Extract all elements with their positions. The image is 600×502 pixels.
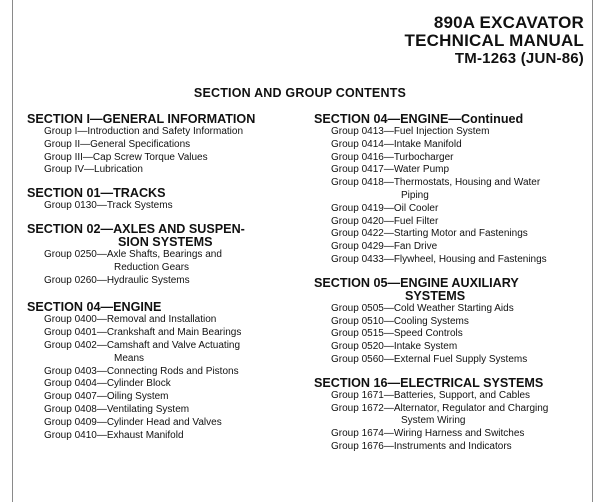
group-label: Group 0560—External Fuel Supply Systems [331,353,528,365]
group-label: Group 0515—Speed Controls [331,328,463,340]
group-label: Group 0416—Turbocharger [331,151,454,163]
group-entry [314,328,589,341]
group-entry [314,428,589,441]
group-entry [314,164,589,177]
group-label: Group 0414—Intake Manifold [331,138,462,150]
group-entry [314,316,589,329]
group-entry [314,354,589,367]
group-label: Group 0417—Water Pump [331,164,450,176]
group-entry [314,216,589,229]
manual-title-block [405,14,584,68]
contents-column-left [27,113,307,452]
group-entry [314,152,589,165]
section-title [314,277,589,303]
group-entry [27,391,307,404]
group-label: Group 0420—Fuel Filter [331,215,439,227]
group-entry [314,126,589,139]
section-entry [314,113,589,267]
section-title [314,377,589,390]
page-border-right [592,0,593,502]
group-label: Group 1672—Alternator, Regulator and Charging [331,402,549,414]
section-title-text: SECTION 05—ENGINE AUXILIARY [314,275,519,290]
group-entry [314,177,589,203]
group-entry [314,390,589,403]
manual-title-line-2: TECHNICAL MANUAL [404,31,584,50]
group-label: Group 0404—Cylinder Block [44,378,171,390]
group-label: Group I—Introduction and Safety Information [44,126,243,137]
section-entry [27,113,307,177]
group-label-continuation: Means [114,352,145,364]
group-label: Group 0260—Hydraulic Systems [44,274,190,286]
group-label: Group 0250—Axle Shafts, Bearings and [44,248,222,260]
group-label: Group II—General Specifications [44,138,191,150]
group-label: Group 0418—Thermostats, Housing and Water [331,177,541,189]
section-entry [27,301,307,442]
group-entry [27,404,307,417]
group-label: Group 0520—Intake System [331,341,458,353]
group-label: Group 1674—Wiring Harness and Switches [331,428,525,440]
section-entry [27,187,307,213]
group-label: Group 0505—Cold Weather Starting Aids [331,302,514,314]
manual-title-line-3: TM-1263 (JUN-86) [454,50,584,67]
group-label: Group 0433—Flywheel, Housing and Fastenings [331,253,547,265]
group-entry [314,403,589,429]
group-label-continuation: System Wiring [401,415,466,427]
group-entry [314,254,589,267]
section-title-continuation: SYSTEMS [405,288,466,303]
group-label: Group 0409—Cylinder Head and Valves [44,416,222,428]
group-label: Group 0407—Oiling System [44,391,169,403]
group-label: Group 1671—Batteries, Support, and Cables [331,389,531,401]
group-label: Group 0400—Removal and Installation [44,314,217,326]
group-entry [27,200,307,213]
group-entry [314,203,589,216]
section-title-text: SECTION 04—ENGINE—Continued [314,112,524,126]
group-label: Group 0402—Camshaft and Valve Actuating [44,339,241,351]
section-title-text: SECTION 16—ELECTRICAL SYSTEMS [314,375,544,390]
group-entry [314,441,589,454]
group-entry [27,314,307,327]
contents-heading: SECTION AND GROUP CONTENTS [193,86,407,100]
group-label: Group 0422—Starting Motor and Fastenings [331,228,528,240]
group-entry [314,139,589,152]
group-entry [27,378,307,391]
group-label: Group 0510—Cooling Systems [331,315,469,327]
group-entry [27,366,307,379]
section-title [27,223,307,249]
section-title-text: SECTION I—GENERAL INFORMATION [27,112,256,126]
group-entry [314,241,589,254]
group-entry [27,327,307,340]
group-label: Group IV—Lubrication [44,164,143,176]
group-label-continuation: Piping [401,189,429,201]
group-label: Group III—Cap Screw Torque Values [44,151,208,163]
section-title [27,187,307,200]
section-title-text: SECTION 01—TRACKS [27,186,166,201]
contents-column-right [314,113,589,464]
group-entry [27,417,307,430]
group-entry [27,249,307,275]
group-entry [27,139,307,152]
group-label: Group 0401—Crankshaft and Main Bearings [44,327,242,339]
group-entry [27,430,307,443]
group-label: Group 0419—Oil Cooler [331,202,439,214]
group-entry [27,164,307,177]
group-entry [27,152,307,165]
group-label: Group 1676—Instruments and Indicators [331,440,512,452]
group-entry [27,275,307,288]
group-label: Group 0413—Fuel Injection System [331,126,490,137]
section-entry [27,223,307,287]
group-label: Group 0130—Track Systems [44,200,173,212]
group-label: Group 0408—Ventilating System [44,403,190,415]
section-title [27,113,307,126]
group-label-continuation: Reduction Gears [114,261,190,273]
group-label: Group 0410—Exhaust Manifold [44,429,184,441]
section-entry [314,377,589,454]
section-title-text: SECTION 04—ENGINE [27,300,162,315]
group-label: Group 0429—Fan Drive [331,241,438,253]
group-entry [27,126,307,139]
group-entry [314,303,589,316]
section-title-continuation: SION SYSTEMS [118,234,213,249]
page-border-left [12,0,13,502]
section-title [27,301,307,314]
section-entry [314,277,589,367]
group-entry [27,340,307,366]
manual-title-line-1: 890A EXCAVATOR [433,13,584,32]
group-entry [314,341,589,354]
section-title [314,113,589,126]
group-entry [314,228,589,241]
group-label: Group 0403—Connecting Rods and Pistons [44,365,239,377]
section-title-text: SECTION 02—AXLES AND SUSPEN- [27,221,245,236]
